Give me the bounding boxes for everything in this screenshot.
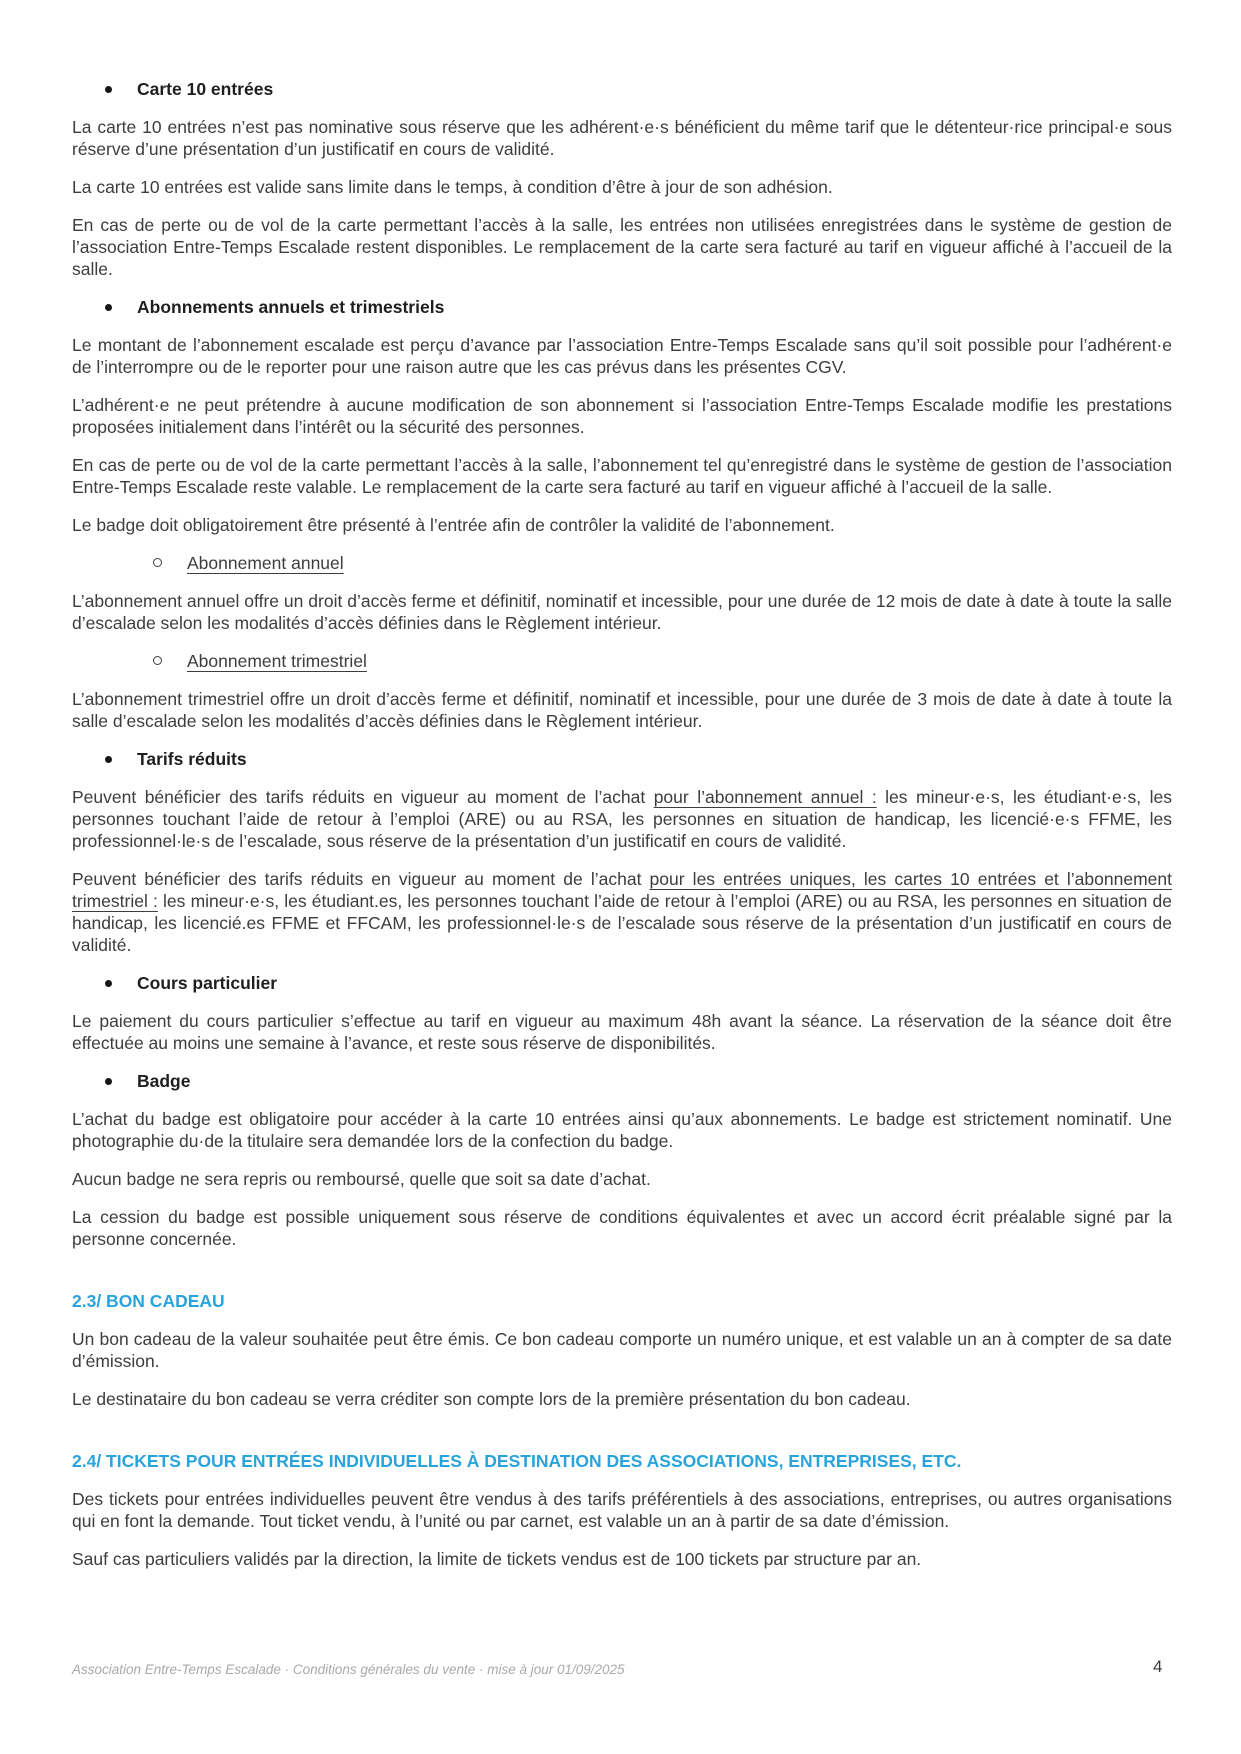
sub-bullet-heading: Abonnement trimestriel — [187, 651, 367, 671]
bullet-item-badge — [72, 1070, 1172, 1092]
section-heading-bon-cadeau: 2.3/ BON CADEAU — [72, 1291, 225, 1311]
paragraph: L’achat du badge est obligatoire pour accéder à la carte 10 entrées ainsi qu’aux abonnements. Le badge est strictement nominatif. Une photographie du·de la titulaire sera demandée lors de la confection du badge. — [72, 1109, 1172, 1151]
bullet-heading: Cours particulier — [137, 973, 278, 993]
paragraph: Le destinataire du bon cadeau se verra créditer son compte lors de la première présentation du bon cadeau. — [72, 1389, 911, 1409]
paragraph: Le paiement du cours particulier s’effectue au tarif en vigueur au maximum 48h avant la séance. La réservation de la séance doit être effectuée au moins une semaine à l’avance, et reste sous réserve de disponibilités. — [72, 1011, 1172, 1053]
bullet-dot-icon — [105, 78, 137, 93]
paragraph — [72, 786, 1172, 852]
bullet-dot-icon — [105, 972, 137, 987]
sub-bullet-heading: Abonnement annuel — [187, 553, 344, 573]
paragraph: L’adhérent·e ne peut prétendre à aucune modification de son abonnement si l’association Entre-Temps Escalade modifie les prestations proposées initialement dans l’intérêt ou la sécurité des personnes. — [72, 395, 1172, 437]
bullet-heading: Carte 10 entrées — [137, 79, 274, 99]
paragraph: La cession du badge est possible uniquement sous réserve de conditions équivalentes et avec un accord écrit préalable signé par la personne concernée. — [72, 1207, 1172, 1249]
bullet-item-carte-10-entrees — [72, 78, 1172, 100]
circle-bullet-icon — [153, 650, 187, 665]
section-heading-tickets: 2.4/ TICKETS POUR ENTRÉES INDIVIDUELLES À DESTINATION DES ASSOCIATIONS, ENTREPRISES, ETC. — [72, 1451, 962, 1471]
bullet-dot-icon — [105, 748, 137, 763]
bullet-dot-icon — [105, 296, 137, 311]
paragraph: En cas de perte ou de vol de la carte permettant l’accès à la salle, les entrées non utilisées enregistrées dans le système de gestion de l’association Entre-Temps Escalade restent disponibles. Le remplacement de la carte sera facturé au tarif en vigueur affiché à l’accueil de la salle. — [72, 215, 1172, 279]
underlined-text-segment: pour les entrées uniques, les cartes 10 entrées et l’abonnement trimestriel : — [72, 869, 1172, 911]
bullet-dot-icon — [105, 1070, 137, 1085]
sub-bullet-item-abonnement-trimestriel — [72, 650, 1172, 672]
paragraph: L’abonnement annuel offre un droit d’accès ferme et définitif, nominatif et incessible, pour une durée de 12 mois de date à date à toute la salle d’escalade selon les modalités d’accès définies dans le Règlement intérieur. — [72, 591, 1172, 633]
text-segment: Peuvent bénéficier des tarifs réduits en vigueur au moment de l’achat — [72, 869, 650, 889]
footer-note: Association Entre-Temps Escalade · Conditions générales du vente · mise à jour 01/09/2025 — [72, 1662, 625, 1677]
page-number: 4 — [1153, 1657, 1163, 1676]
underlined-text-segment: pour l’abonnement annuel : — [653, 787, 877, 807]
bullet-item-cours-particulier — [72, 972, 1172, 994]
bullet-item-abonnements — [72, 296, 1172, 318]
paragraph: Aucun badge ne sera repris ou remboursé, quelle que soit sa date d’achat. — [72, 1169, 651, 1189]
text-segment: les mineur·e·s, les étudiant.es, les personnes touchant l’aide de retour à l’emploi (ARE) ou au RSA, les personnes en situation de handicap, les licencié.es FFME et FFCAM, les professionnel·le·s de l’escalade sous réserve de la présentation d’un justificatif en cours de validité. — [72, 891, 1172, 955]
paragraph: Un bon cadeau de la valeur souhaitée peut être émis. Ce bon cadeau comporte un numéro unique, et est valable un an à compter de sa date d’émission. — [72, 1329, 1172, 1371]
paragraph: L’abonnement trimestriel offre un droit d’accès ferme et définitif, nominatif et incessible, pour une durée de 3 mois de date à date à toute la salle d’escalade selon les modalités d’accès définies dans le Règlement intérieur. — [72, 689, 1172, 731]
circle-bullet-icon — [153, 552, 187, 567]
paragraph: Le badge doit obligatoirement être présenté à l’entrée afin de contrôler la validité de l’abonnement. — [72, 515, 835, 535]
bullet-heading: Badge — [137, 1071, 191, 1091]
bullet-heading: Tarifs réduits — [137, 749, 247, 769]
text-segment: les mineur·e·s, les étudiant·e·s, les personnes touchant l’aide de retour à l’emploi (ARE) ou au RSA, les personnes en situation de handicap, les licencié·e·s FFME, les professionnel·le·s de l’escalade, sous réserve de la présentation d’un justificatif en cours de validité. — [72, 787, 1172, 851]
paragraph: En cas de perte ou de vol de la carte permettant l’accès à la salle, l’abonnement tel qu’enregistré dans le système de gestion de l’association Entre-Temps Escalade reste valable. Le remplacement de la carte sera facturé au tarif en vigueur affiché à l’accueil de la salle. — [72, 455, 1172, 497]
text-segment: Peuvent bénéficier des tarifs réduits en vigueur au moment de l’achat — [72, 787, 654, 807]
paragraph: Le montant de l’abonnement escalade est perçu d’avance par l’association Entre-Temps Escalade sans qu’il soit possible pour l’adhérent·e de l’interrompre ou de le reporter pour une raison autre que les cas prévus dans les présentes CGV. — [72, 335, 1172, 377]
paragraph: La carte 10 entrées n’est pas nominative sous réserve que les adhérent·e·s bénéficient du même tarif que le détenteur·rice principal·e sous réserve d’une présentation d’un justificatif en cours de validité. — [72, 117, 1172, 159]
paragraph: Sauf cas particuliers validés par la direction, la limite de tickets vendus est de 100 tickets par structure par an. — [72, 1549, 922, 1569]
bullet-item-tarifs-reduits — [72, 748, 1172, 770]
paragraph: Des tickets pour entrées individuelles peuvent être vendus à des tarifs préférentiels à des associations, entreprises, ou autres organisations qui en font la demande. Tout ticket vendu, à l’unité ou par carnet, est valable un an à partir de sa date d’émission. — [72, 1489, 1172, 1531]
paragraph — [72, 868, 1172, 956]
paragraph: La carte 10 entrées est valide sans limite dans le temps, à condition d’être à jour de son adhésion. — [72, 177, 833, 197]
sub-bullet-item-abonnement-annuel — [72, 552, 1172, 574]
bullet-heading: Abonnements annuels et trimestriels — [137, 297, 445, 317]
